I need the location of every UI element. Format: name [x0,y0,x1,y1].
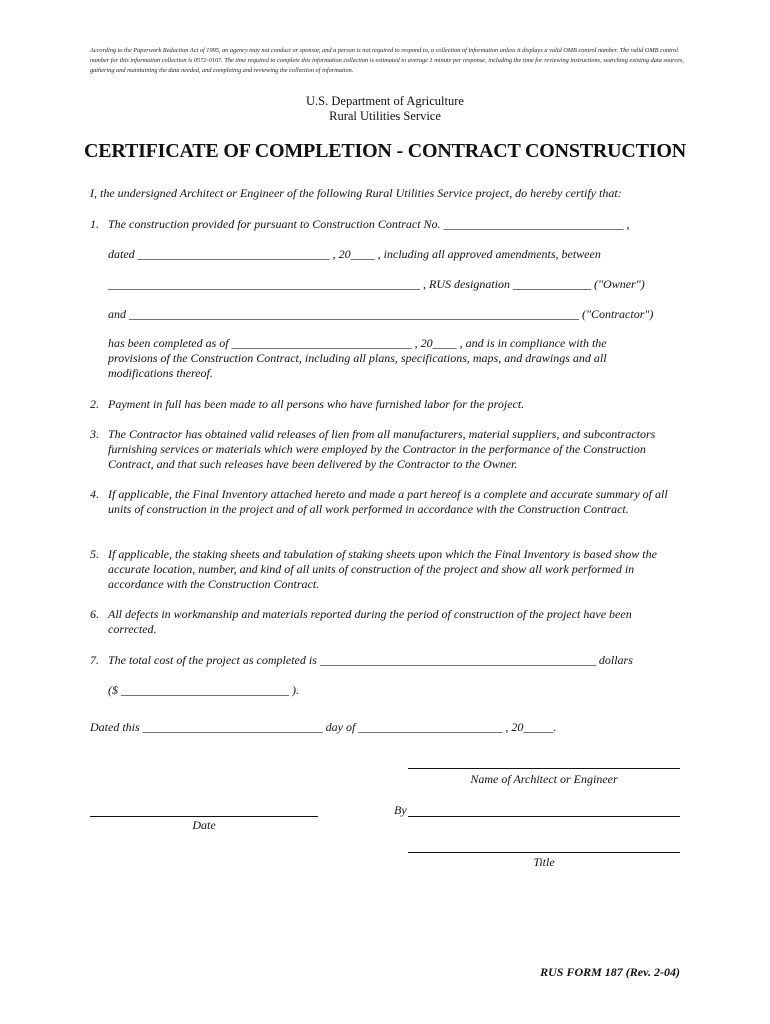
item-7-number: 7. [90,653,99,667]
item-7-total-cost-line: The total cost of the project as completed is ______________________________________________ dollars [108,653,633,667]
name-signature-rule [408,768,680,769]
item-1-dated-line: dated ________________________________ , 20____ , including all approved amendments, between [108,247,601,261]
item-5-text: If applicable, the staking sheets and tabulation of staking sheets upon which the Final Inventory is based show the accurate location, number, and kind of all units of construction of the project and show all work performed in accordance with the Construction Contract. [108,547,657,591]
item-2-number: 2. [90,397,99,411]
item-6-text: All defects in workmanship and materials reported during the period of construction of the project have been corrected. [108,607,632,636]
title-signature-rule [408,852,680,853]
form-number: RUS FORM 187 (Rev. 2-04) [540,965,680,979]
department-name: U.S. Department of Agriculture [306,94,464,108]
by-signature-rule [408,816,680,817]
item-1-contractor-line: and ___________________________________________________________________________ ("Contractor") [108,307,654,321]
item-3-text: The Contractor has obtained valid releases of lien from all manufacturers, material suppliers, and subcontractors furnishing services or materials which were employed by the Contractor in the performance of the Construction Contract, and that such releases have been delivered by the Contractor to the Owner. [108,427,656,471]
date-label: Date [192,818,216,832]
item-7-amount-line: ($ ____________________________ ). [108,683,299,697]
by-label: By [394,803,407,817]
item-1-number: 1. [90,217,99,231]
item-1-contract-line: The construction provided for pursuant to Construction Contract No. ______________________________ , [108,217,630,231]
item-1-modifications-line: modifications thereof. [108,366,213,380]
name-of-architect-label: Name of Architect or Engineer [470,772,618,786]
item-6-number: 6. [90,607,99,621]
item-1-owner-line: ____________________________________________________ , RUS designation _____________ ("Owner") [108,277,645,291]
item-1-completed-line: has been completed as of ______________________________ , 20____ , and is in compliance with the [108,336,607,350]
item-4-text: If applicable, the Final Inventory attached hereto and made a part hereof is a complete and accurate summary of all units of construction in the project and of all work performed in accordance with the Construction Contract. [108,487,668,516]
item-1-provisions-line: provisions of the Construction Contract, including all plans, specifications, maps, and drawings and all [108,351,607,365]
intro-statement: I, the undersigned Architect or Engineer of the following Rural Utilities Service project, do hereby certify that: [90,186,622,200]
agency-header [0,94,770,124]
service-name: Rural Utilities Service [329,109,441,123]
title-label: Title [533,855,555,869]
dated-this-line: Dated this ______________________________ day of ________________________ , 20_____. [90,720,557,734]
date-signature-rule [90,816,318,817]
item-2-text: Payment in full has been made to all persons who have furnished labor for the project. [108,397,525,411]
paperwork-notice: According to the Paperwork Reduction Act of 1995, an agency may not conduct or sponsor, and a person is not required to respond to, a collection of information unless it displays a valid OMB control number. The valid OMB control number for this information collection is 0572-0107. The time required to complete this information collection is estimated to average 1 minute per response, including the time for reviewing instructions, searching existing data sources, gathering and maintaining the data needed, and completing and reviewing the collection of information. [90,47,684,74]
item-5-number: 5. [90,547,99,561]
item-4-number: 4. [90,487,99,501]
item-3-number: 3. [90,427,99,441]
form-title: CERTIFICATE OF COMPLETION - CONTRACT CONSTRUCTION [84,140,686,162]
